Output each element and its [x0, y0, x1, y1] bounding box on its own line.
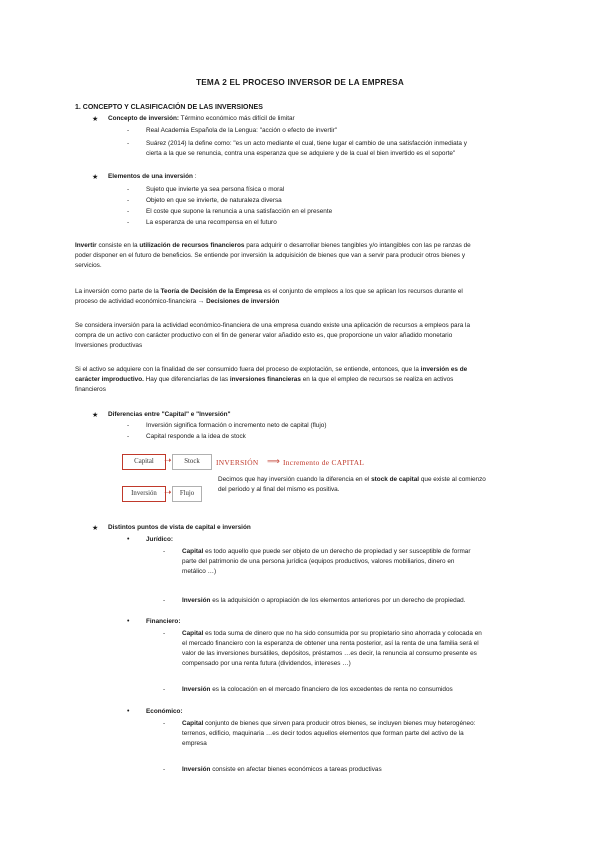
- financiero-capital: [182, 629, 530, 669]
- dash-bullet-icon: -: [163, 766, 166, 773]
- elementos-item: El coste que supone la renuncia a una satisfacción en el presente: [146, 208, 333, 215]
- para-text: para adquirir o desarrollar bienes tangibles y/o intangibles con las pe ranzas de: [244, 242, 471, 249]
- financiero-label: Financiero:: [146, 618, 181, 625]
- diferencias-label: Diferencias entre "Capital" e "Inversión": [108, 411, 231, 418]
- para-line: financieros: [75, 385, 106, 393]
- dash-bullet-icon: -: [127, 186, 130, 193]
- capital-text: es toda suma de dinero que no ha sido consumida por su propietario sino ahorrada y colocada en: [203, 630, 482, 637]
- para-text: Hay que diferenciarlas de las: [143, 375, 230, 383]
- para-text: es el conjunto de empleos a los que se aplican los recursos durante el: [262, 288, 463, 295]
- capital-line: compensado por una renta futura (dividendos, intereses …): [182, 659, 351, 667]
- paragraph-teoria: [75, 287, 527, 307]
- dash-bullet-icon: -: [127, 197, 130, 204]
- concepto-line: [108, 114, 295, 124]
- flujo-box: Flujo: [172, 486, 202, 502]
- star-bullet-icon: ★: [92, 116, 99, 123]
- dash-bullet-icon: -: [163, 720, 166, 727]
- para-text: proceso de actividad económico-financiera →: [75, 297, 207, 305]
- capital-line: parte del patrimonio de una persona jurídica (equipos productivos, valores mobiliarios, dinero en: [182, 557, 455, 565]
- juridico-capital: [182, 547, 530, 577]
- inversion-lead: Inversión: [182, 686, 211, 693]
- star-bullet-icon: ★: [92, 412, 99, 419]
- diferencias-note: [218, 475, 486, 495]
- diferencias-item: Capital responde a la idea de stock: [146, 433, 246, 440]
- para-text: La inversión como parte de la: [75, 288, 161, 295]
- economico-capital: [182, 719, 530, 749]
- para-bold: inversiones financieras: [229, 375, 301, 383]
- para-bold: Teoría de Decisión de la Empresa: [160, 288, 263, 295]
- capital-line: empresa: [182, 739, 207, 747]
- section-heading: 1. CONCEPTO Y CLASIFICACIÓN DE LAS INVERSIONES: [75, 104, 263, 111]
- para-line: compra de un activo con carácter productivo con el fin de generar valor añadido esto es, que proporcione un valor añadido monetario: [75, 331, 453, 339]
- note-bold: stock de capital: [371, 476, 420, 483]
- inversion-text: consiste en afectar bienes económicos a tareas productivas: [210, 766, 382, 773]
- dash-bullet-icon: -: [127, 219, 130, 226]
- dot-bullet-icon: •: [127, 536, 130, 543]
- elementos-item: Objeto en que se invierte, de naturaleza diversa: [146, 197, 282, 204]
- concepto-item: cierta a la que se renuncia, contra una esperanza que se adquiere y de la cual el bien invertido es el soporte": [146, 150, 456, 157]
- para-text: consiste en la: [96, 242, 140, 249]
- stock-box: Stock: [172, 454, 212, 470]
- page-title: TEMA 2 EL PROCESO INVERSOR DE LA EMPRESA: [196, 78, 404, 87]
- dot-bullet-icon: •: [127, 708, 130, 715]
- paragraph-considera: [75, 321, 527, 351]
- capital-text: conjunto de bienes que sirven para producir otros bienes, se incluyen bienes muy heterogéneo:: [203, 720, 476, 727]
- note-text: que existe al comienzo: [419, 476, 486, 483]
- note-text: Decimos que hay inversión cuando la diferencia en el: [218, 476, 372, 483]
- para-line: Se considera inversión para la actividad económico-financiera de una empresa cuando existe una aplicación de recursos a empleos para la: [75, 322, 471, 329]
- star-bullet-icon: ★: [92, 525, 99, 532]
- dash-bullet-icon: -: [127, 140, 130, 147]
- para-line: poder disponer en el futuro de beneficios. Se entiende por inversión la adquisición de bienes que van a servir para producir otros bienes y: [75, 251, 466, 259]
- capital-box: Capital: [122, 454, 166, 470]
- elementos-suffix: :: [194, 173, 197, 180]
- double-arrow-icon: ⟹: [267, 456, 281, 466]
- inversion-text: es la colocación en el mercado financiero de los excedentes de renta no consumidos: [210, 686, 453, 693]
- inversion-lead: Inversión: [182, 597, 211, 604]
- capital-lead: Capital: [182, 548, 204, 555]
- para-bold: Decisiones de inversión: [206, 297, 280, 305]
- dash-bullet-icon: -: [163, 686, 166, 693]
- capital-lead: Capital: [182, 720, 204, 727]
- dash-bullet-icon: -: [127, 433, 130, 440]
- juridico-label: Jurídico:: [146, 536, 173, 543]
- concepto-text: Término económico más difícil de limitar: [179, 115, 295, 122]
- dash-bullet-icon: -: [127, 422, 130, 429]
- para-bold: utilización de recursos financieros: [139, 242, 245, 249]
- capital-line: metálico …): [182, 567, 217, 575]
- dot-bullet-icon: •: [127, 618, 130, 625]
- inversion-box: Inversión: [122, 486, 166, 502]
- diferencias-item: Inversión significa formación o incremento neto de capital (flujo): [146, 422, 327, 429]
- concepto-label: Concepto de inversión:: [108, 115, 180, 122]
- para-bold: inversión es de: [420, 366, 468, 373]
- arrow-right-icon: ➝: [164, 455, 172, 465]
- dash-bullet-icon: -: [163, 630, 166, 637]
- capital-lead: Capital: [182, 630, 204, 637]
- paragraph-improductivo: [75, 365, 527, 395]
- inversion-lead: Inversión: [182, 766, 211, 773]
- capital-line: terrenos, edificio, maquinaria …es decir todos aquellos elementos que forman parte del activo de la: [182, 729, 464, 737]
- concepto-item: Suárez (2014) la define como: "es un acto mediante el cual, tiene lugar el cambio de una satisfacción inmediata y: [146, 140, 467, 147]
- elementos-label: Elementos de una inversión: [108, 173, 193, 180]
- dash-bullet-icon: -: [127, 208, 130, 215]
- capital-text: es todo aquello que puede ser objeto de un derecho de propiedad y ser susceptible de formar: [203, 548, 471, 555]
- star-bullet-icon: ★: [92, 174, 99, 181]
- para-text: Si el activo se adquiere con la finalidad de ser consumido fuera del proceso de explotación, se entiende, entonces, que la: [75, 366, 421, 373]
- elementos-item: Sujeto que invierte ya sea persona física o moral: [146, 186, 285, 193]
- financiero-inversion: [182, 685, 453, 695]
- dash-bullet-icon: -: [163, 597, 166, 604]
- note-line: del periodo y al final del mismo es positiva.: [218, 485, 340, 493]
- concepto-item: Real Academia Española de la Lengua: "acción o efecto de invertir": [146, 127, 338, 134]
- paragraph-invertir: [75, 241, 527, 271]
- economico-inversion: [182, 765, 382, 775]
- capital-line: valor de las inversiones bursátiles, depósitos, préstamos …es decir, la renuncia al consumo presente es: [182, 649, 477, 657]
- capital-line: el mercado financiero con la esperanza de obtener una renta posterior, así la renta de una familia será el: [182, 639, 479, 647]
- para-bold: carácter improductivo.: [75, 375, 144, 383]
- inversion-text: es la adquisición o apropiación de los elementos anteriores por un derecho de propiedad.: [210, 597, 466, 604]
- juridico-inversion: [182, 596, 466, 606]
- elementos-item: La esperanza de una recompensa en el futuro: [146, 219, 277, 226]
- dash-bullet-icon: -: [163, 548, 166, 555]
- economico-label: Económico:: [146, 708, 183, 715]
- formula-inversion: INVERSIÓN: [216, 458, 259, 467]
- elementos-line: [108, 172, 196, 182]
- para-line: servicios.: [75, 261, 102, 269]
- para-lead: Invertir: [75, 242, 97, 249]
- formula-incremento: Incremento de CAPITAL: [283, 458, 365, 467]
- arrow-right-icon: ➝: [164, 487, 172, 497]
- dash-bullet-icon: -: [127, 127, 130, 134]
- puntos-label: Distintos puntos de vista de capital e inversión: [108, 524, 251, 531]
- para-text: en la que el empleo de recursos se realiza en activos: [300, 375, 454, 383]
- para-line: Inversiones productivas: [75, 341, 143, 349]
